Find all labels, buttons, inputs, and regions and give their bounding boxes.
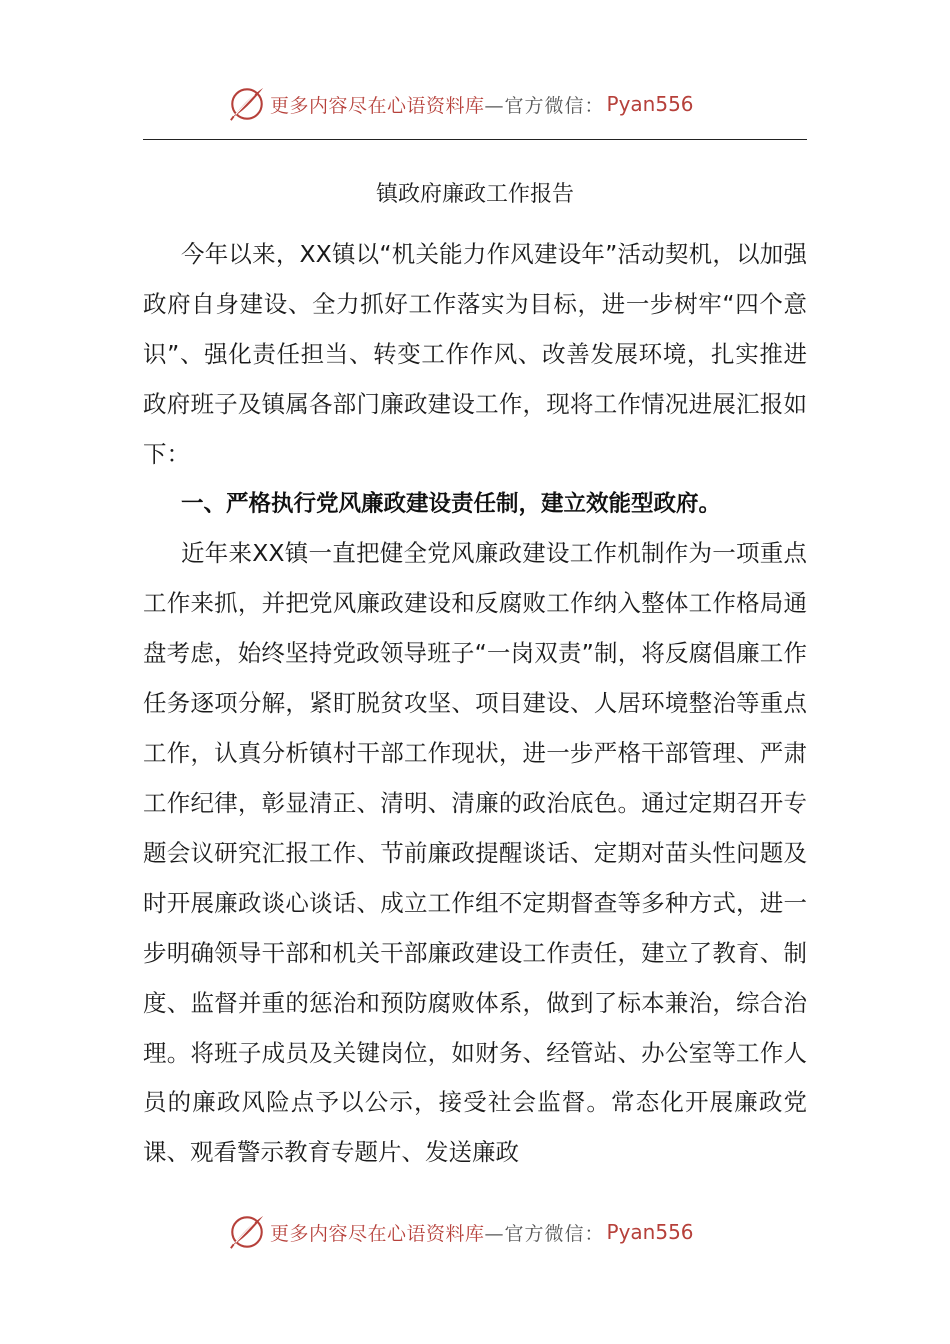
quill-logo-icon [228,1213,266,1251]
intro-paragraph: 今年以来，XX镇以“机关能力作风建设年”活动契机，以加强政府自身建设、全力抓好工作落实为目标，进一步树牢“四个意识”、强化责任担当、转变工作作风、改善发展环境，扎实推进政府班子及镇属各部门廉政建设工作，现将工作情况进展汇报如下： [143,240,807,468]
banner-wechat-label: —官方微信： [484,1222,605,1245]
banner-site-text: 更多内容尽在心语资料库 [270,94,485,117]
banner-wechat-id: Pyan556 [606,92,694,116]
document-body [143,172,807,1178]
section-heading: 一、严格执行党风廉政建设责任制，建立效能型政府。 [181,490,722,517]
banner-wechat-id: Pyan556 [606,1220,694,1244]
banner-wechat-label: —官方微信： [484,94,605,117]
banner-site-text: 更多内容尽在心语资料库 [270,1222,485,1245]
footer-banner [228,1212,694,1252]
document-title: 镇政府廉政工作报告 [375,182,574,207]
header-banner [228,84,694,124]
quill-logo-icon [228,85,266,123]
section-body-paragraph: 近年来XX镇一直把健全党风廉政建设工作机制作为一项重点工作来抓，并把党风廉政建设和反腐败工作纳入整体工作格局通盘考虑，始终坚持党政领导班子“一岗双责”制，将反腐倡廉工作任务逐项分解，紧盯脱贫攻坚、项目建设、人居环境整治等重点工作，认真分析镇村干部工作现状，进一步严格干部管理、严肃工作纪律，彰显清正、清明、清廉的政治底色。通过定期召开专题会议研究汇报工作、节前廉政提醒谈话、定期对苗头性问题及时开展廉政谈心谈话、成立工作组不定期督查等多种方式，进一步明确领导干部和机关干部廉政建设工作责任，建立了教育、制度、监督并重的惩治和预防腐败体系，做到了标本兼治，综合治理。将班子成员及关键岗位，如财务、经管站、办公室等工作人员的廉政风险点予以公示，接受社会监督。常态化开展廉政党课、观看警示教育专题片、发送廉政 [143,539,807,1167]
header-divider [143,139,807,140]
